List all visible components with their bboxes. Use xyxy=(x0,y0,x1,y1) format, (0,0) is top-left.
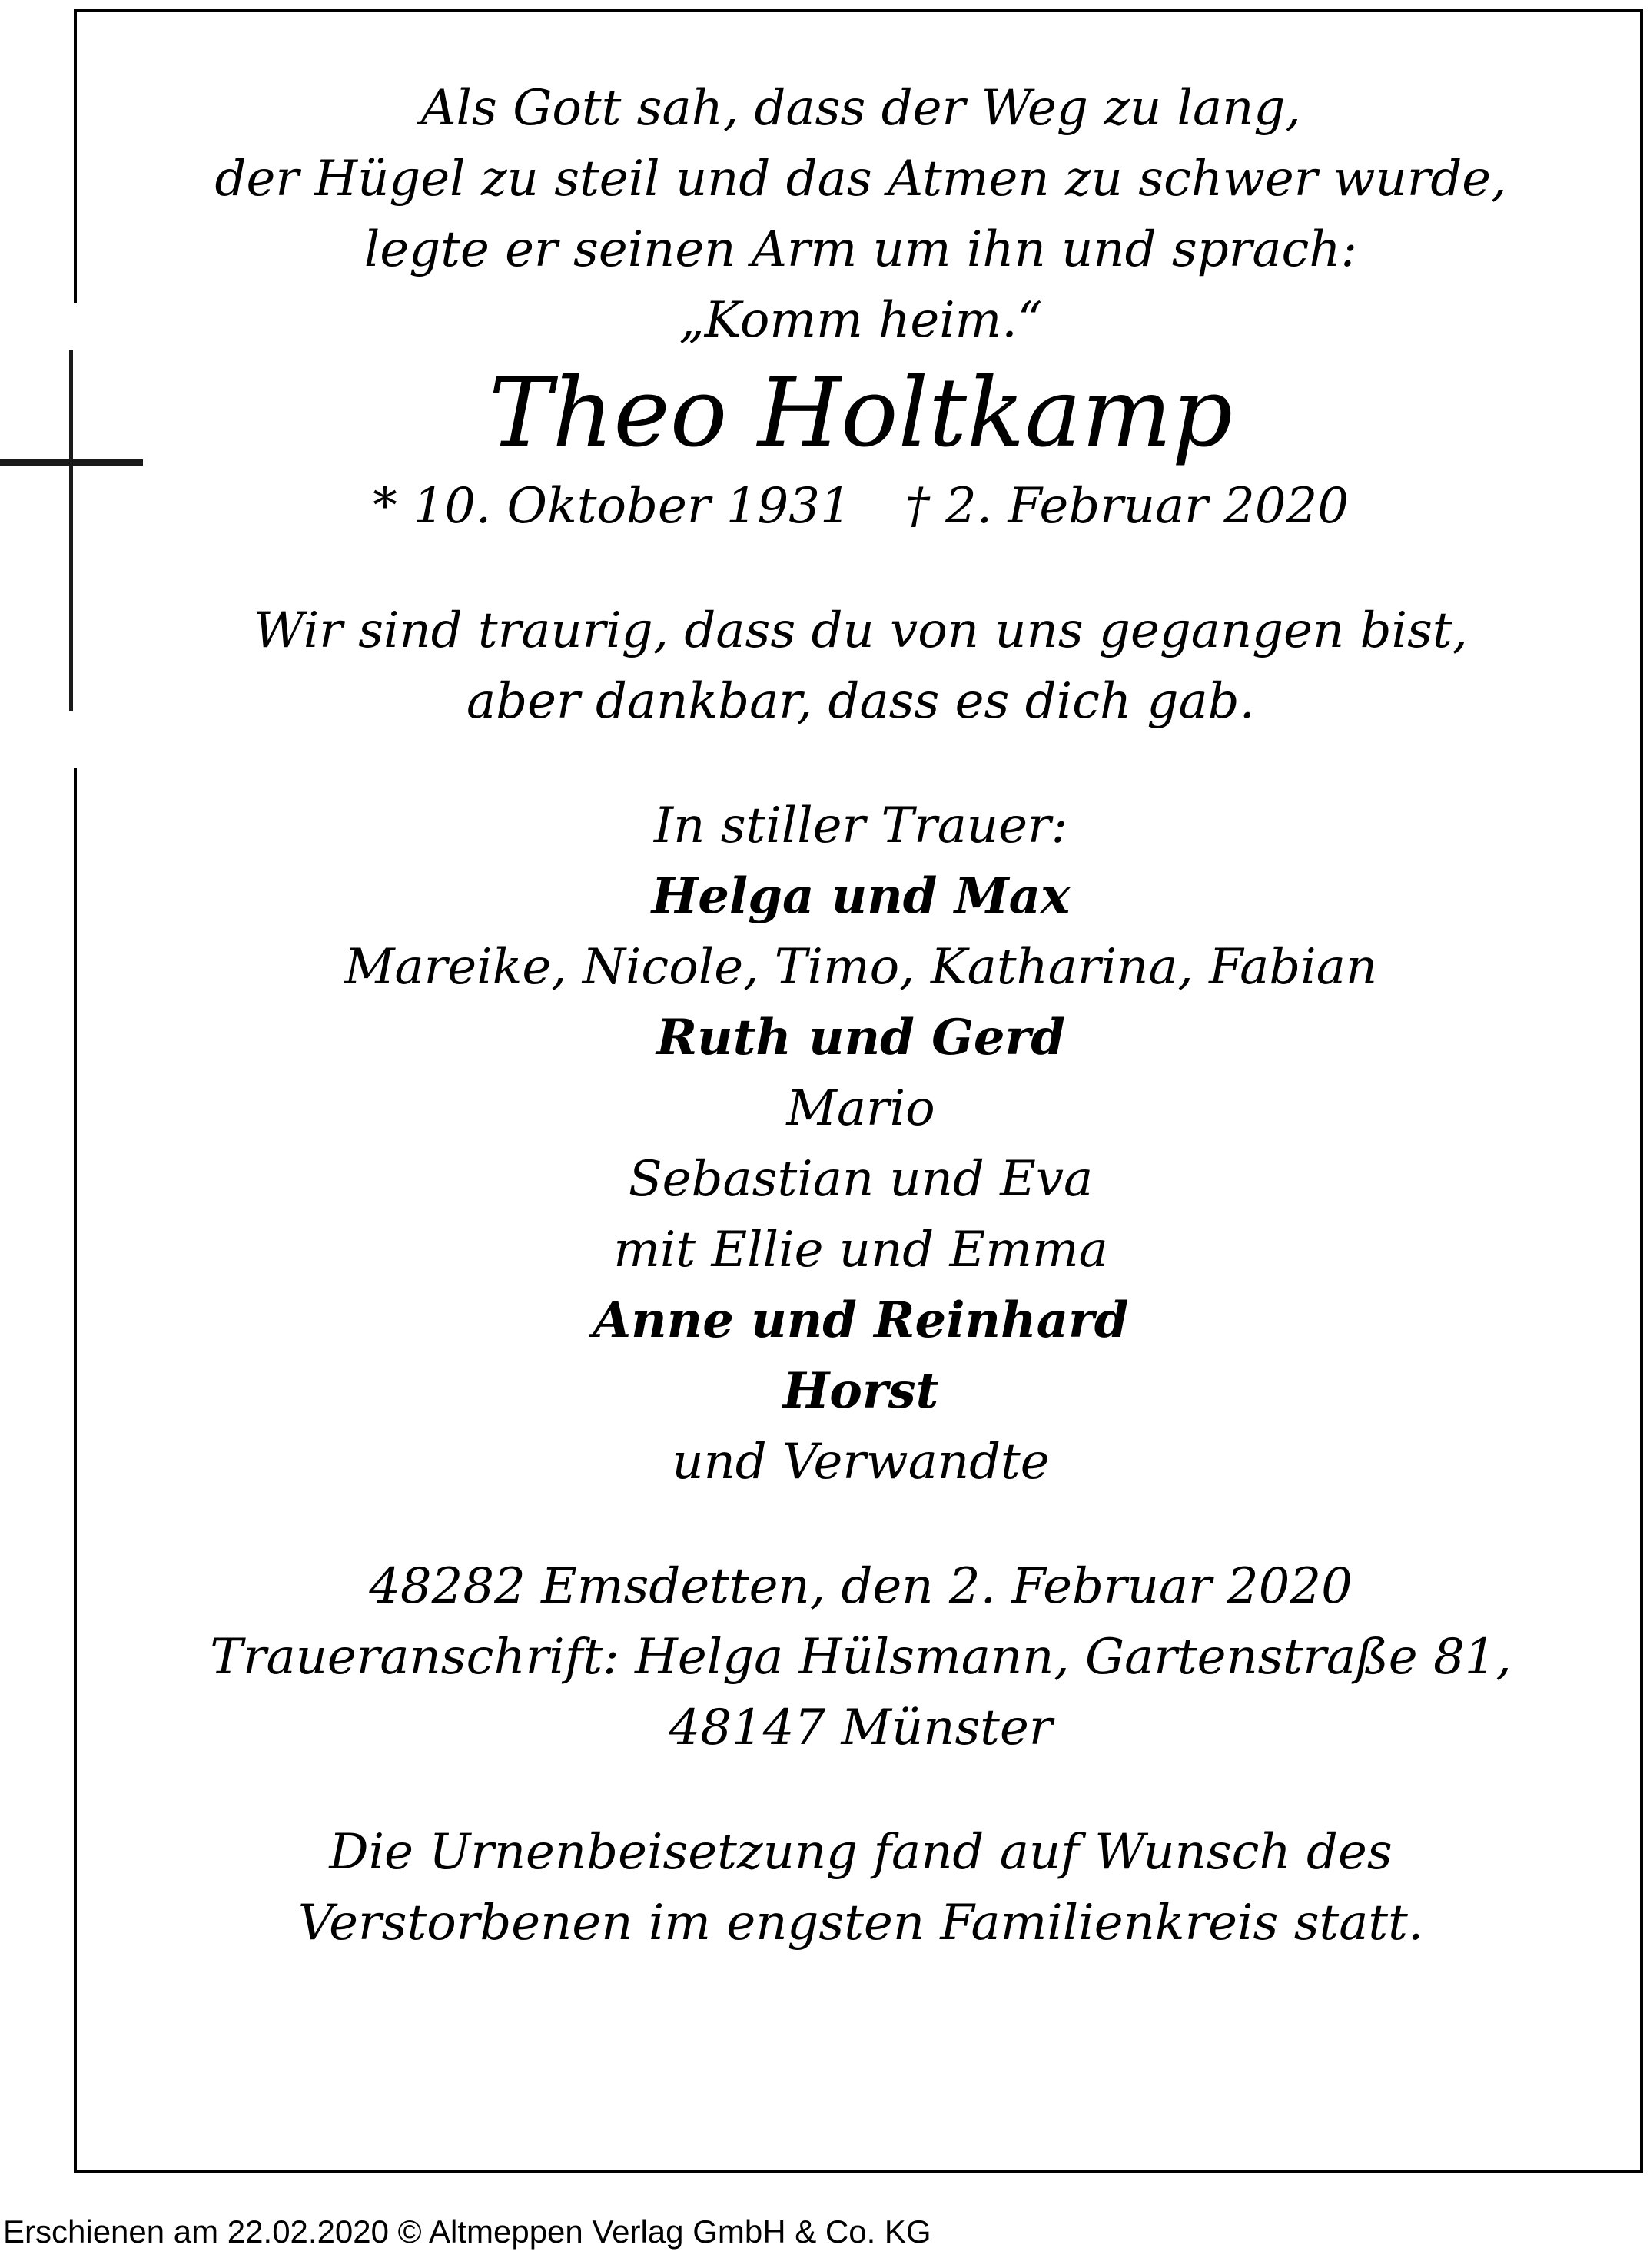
mourner-line: und Verwandte xyxy=(672,1434,1050,1490)
mourners-list xyxy=(85,791,1637,1497)
mourners-intro: In stiller Trauer: xyxy=(653,797,1068,854)
farewell-line: Wir sind traurig, dass du von uns gegangen bist, xyxy=(254,602,1468,659)
poem-line: der Hügel zu steil und das Atmen zu schwer wurde, xyxy=(214,151,1507,207)
mourner-line: Anne und Reinhard xyxy=(593,1292,1129,1349)
birth-date: * 10. Oktober 1931 xyxy=(373,478,852,535)
burial-notice xyxy=(85,1817,1637,1958)
mourner-line: Horst xyxy=(782,1362,939,1420)
mourner-line: mit Ellie und Emma xyxy=(613,1222,1108,1278)
poem-line: legte er seinen Arm um ihn und sprach: xyxy=(364,221,1358,278)
farewell-text xyxy=(85,595,1637,737)
life-dates xyxy=(85,471,1637,542)
cross-icon-vertical xyxy=(69,350,73,711)
farewell-line: aber dankbar, dass es dich gab. xyxy=(466,673,1255,730)
frame-left-border-bottom xyxy=(74,768,77,2173)
mourner-line: Sebastian und Eva xyxy=(628,1151,1094,1208)
publication-footer: Erschienen am 22.02.2020 © Altmeppen Verlag GmbH & Co. KG xyxy=(3,2213,931,2250)
mourner-line: Mario xyxy=(786,1080,935,1137)
notice-line: Die Urnenbeisetzung fand auf Wunsch des xyxy=(329,1824,1393,1881)
notice-line: Verstorbenen im engsten Familienkreis statt. xyxy=(297,1895,1424,1951)
address-line: 48147 Münster xyxy=(669,1699,1053,1756)
address-line: 48282 Emsdetten, den 2. Februar 2020 xyxy=(369,1558,1353,1615)
poem xyxy=(85,73,1637,356)
address-line: Traueranschrift: Helga Hülsmann, Gartenstraße 81, xyxy=(210,1629,1512,1686)
deceased-name: Theo Holtkamp xyxy=(488,358,1233,469)
address-block xyxy=(85,1551,1637,1763)
obituary-content xyxy=(85,73,1637,1958)
death-date: † 2. Februar 2020 xyxy=(905,478,1349,535)
frame-left-border-top xyxy=(74,9,77,303)
poem-line: „Komm heim.“ xyxy=(679,292,1043,349)
mourner-line: Mareike, Nicole, Timo, Katharina, Fabian xyxy=(344,939,1378,996)
poem-line: Als Gott sah, dass der Weg zu lang, xyxy=(420,80,1301,137)
mourner-line: Helga und Max xyxy=(651,867,1071,925)
mourner-line: Ruth und Gerd xyxy=(656,1009,1066,1066)
